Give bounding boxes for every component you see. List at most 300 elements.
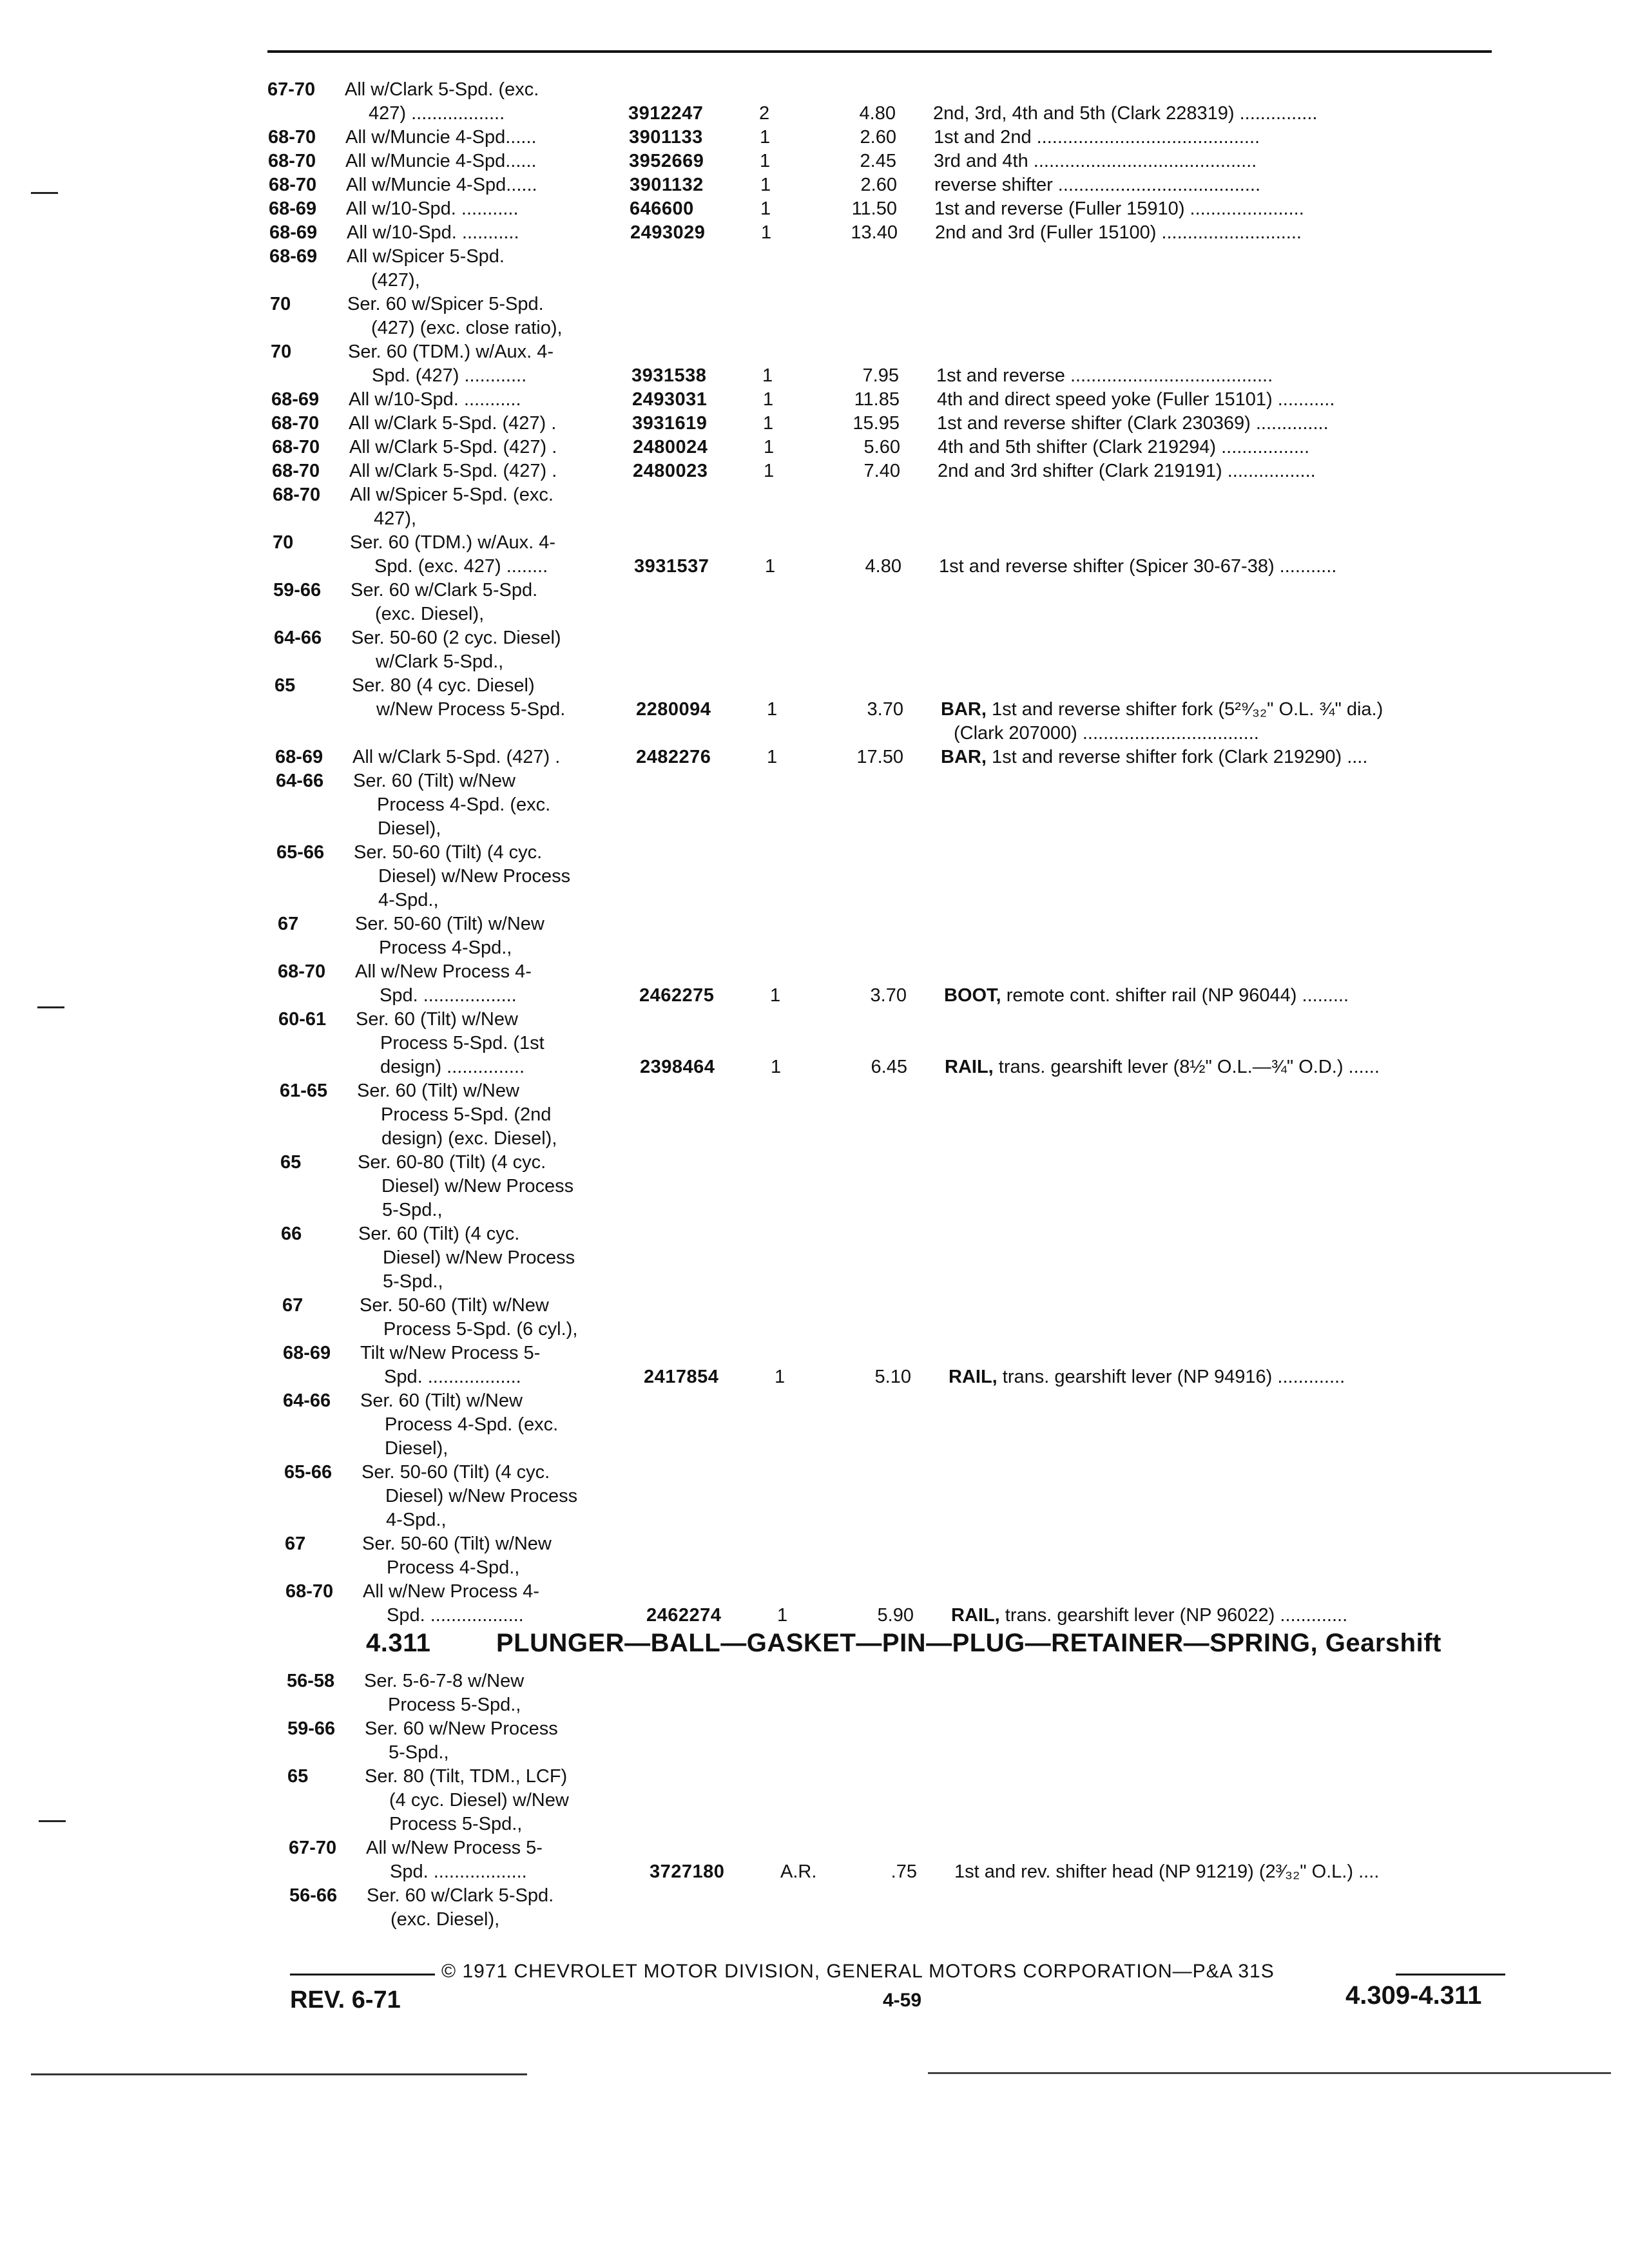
part-name: RAIL, [949, 1367, 998, 1387]
application-text: Ser. 50-60 (2 cyc. Diesel) [351, 628, 561, 648]
part-description [934, 125, 1260, 149]
price: 11.85 [854, 389, 900, 410]
model-years: 68-69 [283, 1343, 331, 1363]
application-text: Spd. (427) ............ [372, 365, 527, 386]
price: 3.70 [867, 699, 903, 720]
price: .75 [891, 1861, 917, 1882]
table-row [0, 840, 1629, 865]
application-text: Ser. 60 (Tilt) w/New [353, 771, 516, 791]
part-name: BAR, [941, 699, 987, 720]
table-row [0, 864, 1629, 889]
part-description [936, 363, 1273, 388]
application-text: All w/Spicer 5-Spd. [347, 246, 505, 267]
table-row [0, 1365, 1629, 1389]
application-text: Diesel), [385, 1438, 448, 1459]
table-row [0, 459, 1629, 483]
table-row [0, 411, 1629, 436]
application-text: (427) (exc. close ratio), [371, 318, 563, 338]
application-text: Ser. 60 (Tilt) (4 cyc. [358, 1224, 520, 1244]
part-description [935, 220, 1302, 245]
part-description [941, 745, 1367, 769]
application-text: All w/New Process 5- [366, 1838, 543, 1858]
table-row [0, 983, 1629, 1008]
application-text: Diesel) w/New Process [383, 1247, 575, 1268]
application-text: Ser. 50-60 (Tilt) w/New [362, 1533, 552, 1554]
table-row [0, 101, 1629, 126]
table-row [0, 340, 1629, 364]
application-text: (exc. Diesel), [390, 1909, 500, 1930]
model-years: 65 [287, 1766, 309, 1787]
application-text: 5-Spd., [382, 1200, 443, 1220]
quantity: 1 [775, 1367, 786, 1387]
table-row [0, 745, 1629, 769]
description-text: 1st and reverse (Fuller 15910) ...................... [934, 198, 1304, 219]
part-description [937, 387, 1335, 412]
table-row [0, 1102, 1629, 1127]
application-text: Process 5-Spd. (6 cyl.), [383, 1319, 578, 1340]
model-years: 70 [270, 294, 291, 314]
quantity: 1 [760, 151, 771, 171]
part-number: 3952669 [629, 151, 704, 171]
model-years: 68-69 [269, 198, 317, 219]
quantity: 1 [760, 198, 771, 219]
application-text: Spd. .................. [387, 1605, 524, 1626]
application-text: 5-Spd., [389, 1742, 449, 1763]
model-years: 68-70 [272, 437, 320, 457]
bottom-rule [928, 2072, 1611, 2074]
table-row [0, 1055, 1629, 1079]
part-number: 2493029 [630, 222, 706, 243]
model-years: 64-66 [283, 1390, 331, 1411]
table-row [0, 244, 1629, 269]
model-years: 68-70 [268, 151, 316, 171]
model-years: 68-70 [278, 961, 326, 982]
page-number: 4-59 [883, 1990, 922, 2011]
model-years: 65-66 [276, 842, 325, 863]
table-row [0, 483, 1629, 507]
part-description [944, 983, 1349, 1008]
table-row [0, 673, 1629, 698]
application-text: Process 4-Spd. (exc. [377, 794, 551, 815]
application-text: Ser. 60 (Tilt) w/New [356, 1009, 518, 1030]
table-row [0, 649, 1629, 674]
table-row [0, 1484, 1629, 1508]
part-number: 3901133 [629, 127, 703, 148]
part-number: 2417854 [644, 1367, 719, 1387]
table-row [0, 268, 1629, 293]
application-text: w/Clark 5-Spd., [376, 651, 504, 672]
table-row [0, 1740, 1629, 1765]
table-row [0, 959, 1629, 984]
application-text: Diesel) w/New Process [378, 866, 571, 887]
application-text: All w/10-Spd. ........... [349, 389, 521, 410]
section-number: 4.311 [366, 1629, 431, 1657]
bottom-rule [31, 2073, 527, 2075]
application-text: All w/Clark 5-Spd. (427) . [349, 413, 557, 434]
description-text: 1st and rev. shifter head (NP 91219) (2³⁄₃₂" O.L.) .... [954, 1861, 1380, 1882]
description-text: 2nd, 3rd, 4th and 5th (Clark 228319) ............... [933, 103, 1318, 124]
part-description [933, 101, 1317, 126]
application-text: Ser. 50-60 (Tilt) (4 cyc. [354, 842, 543, 863]
table-row [0, 316, 1629, 340]
quantity: 1 [771, 1057, 782, 1077]
part-description [954, 721, 1259, 745]
table-row [0, 1412, 1629, 1437]
application-text: Ser. 80 (Tilt, TDM., LCF) [365, 1766, 568, 1787]
table-row [0, 1883, 1629, 1908]
description-text: 1st and reverse shifter fork (Clark 219290) .... [991, 747, 1368, 767]
table-row [0, 912, 1629, 936]
application-text: Spd. (exc. 427) ........ [374, 556, 548, 577]
application-text: Diesel) w/New Process [381, 1176, 574, 1196]
table-row [0, 936, 1629, 960]
quantity: 2 [759, 103, 770, 124]
application-text: Spd. .................. [390, 1861, 527, 1882]
quantity: 1 [770, 985, 781, 1006]
application-text: Diesel) w/New Process [385, 1486, 578, 1506]
application-text: All w/Spicer 5-Spd. (exc. [350, 485, 554, 505]
model-years: 68-70 [269, 175, 317, 195]
application-text: Ser. 60 w/New Process [365, 1718, 558, 1739]
application-text: All w/10-Spd. ........... [346, 198, 519, 219]
application-text: 427), [374, 508, 417, 529]
model-years: 61-65 [280, 1081, 328, 1101]
description-text: reverse shifter ....................................... [934, 175, 1261, 195]
description-text: trans. gearshift lever (NP 96022) ............. [1005, 1605, 1348, 1626]
application-text: Ser. 60 (TDM.) w/Aux. 4- [348, 341, 554, 362]
price: 7.95 [862, 365, 899, 386]
table-row [0, 602, 1629, 626]
table-row [0, 1126, 1629, 1151]
application-text: All w/10-Spd. ........... [347, 222, 519, 243]
application-text: Spd. .................. [380, 985, 517, 1006]
table-row [0, 77, 1629, 102]
application-text: All w/Clark 5-Spd. (427) . [352, 747, 561, 767]
price: 5.10 [874, 1367, 911, 1387]
part-name: RAIL, [951, 1605, 1000, 1626]
application-text: Ser. 50-60 (Tilt) (4 cyc. [361, 1462, 550, 1483]
quantity: 1 [762, 365, 773, 386]
application-text: Spd. .................. [384, 1367, 521, 1387]
table-row [0, 506, 1629, 531]
description-text: remote cont. shifter rail (NP 96044) ......... [1006, 985, 1349, 1006]
application-text: All w/Clark 5-Spd. (exc. [345, 79, 539, 100]
application-text: w/New Process 5-Spd. [376, 699, 566, 720]
application-text: All w/New Process 4- [363, 1581, 539, 1602]
price: 4.80 [865, 556, 901, 577]
table-row [0, 1317, 1629, 1341]
model-years: 65 [275, 675, 296, 696]
part-number: 2480023 [633, 461, 708, 481]
part-description [934, 197, 1304, 221]
part-description [951, 1603, 1347, 1628]
model-years: 68-69 [269, 222, 318, 243]
part-number: 3912247 [628, 103, 704, 124]
table-row [0, 292, 1629, 316]
model-years: 68-70 [272, 461, 320, 481]
application-text: All w/Muncie 4-Spd...... [345, 127, 537, 148]
model-years: 68-70 [285, 1581, 334, 1602]
table-row [0, 1693, 1629, 1717]
part-number: 3931538 [631, 365, 707, 386]
copyright-line: © 1971 CHEVROLET MOTOR DIVISION, GENERAL MOTORS CORPORATION—P&A 31S [441, 1961, 1275, 1982]
model-years: 56-66 [289, 1885, 338, 1906]
model-years: 67-70 [267, 79, 316, 100]
description-text: trans. gearshift lever (NP 94916) ............. [1002, 1367, 1345, 1387]
price: 2.45 [860, 151, 896, 171]
price: 2.60 [860, 127, 896, 148]
quantity: 1 [763, 389, 774, 410]
part-number: 2493031 [632, 389, 708, 410]
description-text: 1st and reverse ....................................... [936, 365, 1273, 386]
part-description [934, 173, 1260, 197]
part-number: 3901132 [630, 175, 704, 195]
table-row [0, 1031, 1629, 1055]
price: 11.50 [851, 198, 897, 219]
table-row [0, 816, 1629, 841]
table-row [0, 220, 1629, 245]
part-number: 2482276 [636, 747, 711, 767]
price: 17.50 [856, 747, 903, 767]
part-description [945, 1055, 1380, 1079]
table-row [0, 1669, 1629, 1693]
table-row [0, 197, 1629, 221]
quantity: 1 [764, 461, 775, 481]
part-description [937, 411, 1329, 436]
quantity: 1 [760, 127, 771, 148]
application-text: All w/Clark 5-Spd. (427) . [349, 437, 557, 457]
price: 4.80 [859, 103, 896, 124]
application-text: Process 5-Spd. (2nd [381, 1104, 552, 1125]
quantity: 1 [763, 413, 774, 434]
table-row [0, 1460, 1629, 1485]
table-row [0, 1508, 1629, 1532]
part-name: BAR, [941, 747, 987, 767]
application-text: Ser. 60 (Tilt) w/New [360, 1390, 523, 1411]
part-description [941, 697, 1383, 722]
price: 6.45 [871, 1057, 907, 1077]
table-row [0, 1836, 1629, 1860]
table-row [0, 1532, 1629, 1556]
application-text: All w/Muncie 4-Spd...... [346, 175, 537, 195]
model-years: 64-66 [276, 771, 324, 791]
table-row [0, 1764, 1629, 1789]
part-number: 646600 [630, 198, 694, 219]
application-text: Tilt w/New Process 5- [360, 1343, 541, 1363]
application-text: Ser. 60 w/Spicer 5-Spd. [347, 294, 544, 314]
footer-rule [290, 1974, 435, 1975]
part-description [938, 435, 1309, 459]
part-name: RAIL, [945, 1057, 994, 1077]
part-description [938, 459, 1316, 483]
application-text: (427), [371, 270, 420, 291]
table-row [0, 578, 1629, 602]
application-text: Ser. 5-6-7-8 w/New [364, 1671, 525, 1691]
model-years: 67 [285, 1533, 306, 1554]
application-text: Process 5-Spd., [389, 1814, 523, 1834]
model-years: 59-66 [273, 580, 322, 601]
table-row [0, 1389, 1629, 1413]
application-text: Process 4-Spd. (exc. [385, 1414, 559, 1435]
application-text: All w/New Process 4- [355, 961, 532, 982]
table-row [0, 697, 1629, 722]
table-row [0, 1716, 1629, 1741]
price: 2.60 [860, 175, 897, 195]
application-text: (4 cyc. Diesel) w/New [389, 1790, 569, 1811]
price: 5.90 [877, 1605, 914, 1626]
application-text: All w/Muncie 4-Spd...... [345, 151, 537, 171]
part-number: 2398464 [640, 1057, 715, 1077]
part-number: 2462275 [639, 985, 715, 1006]
description-text: (Clark 207000) .................................. [954, 723, 1259, 744]
model-years: 64-66 [274, 628, 322, 648]
application-text: Process 5-Spd., [388, 1695, 521, 1715]
table-row [0, 626, 1629, 650]
table-row [0, 530, 1629, 555]
part-number: 3931537 [634, 556, 709, 577]
application-text: All w/Clark 5-Spd. (427) . [349, 461, 557, 481]
quantity: 1 [761, 222, 772, 243]
table-row [0, 1198, 1629, 1222]
model-years: 67 [282, 1295, 304, 1316]
model-years: 67-70 [289, 1838, 337, 1858]
model-years: 56-58 [287, 1671, 335, 1691]
model-years: 68-70 [268, 127, 316, 148]
price: 13.40 [851, 222, 898, 243]
table-row [0, 1579, 1629, 1604]
table-row [0, 1269, 1629, 1294]
application-text: Ser. 60-80 (Tilt) (4 cyc. [358, 1152, 546, 1173]
part-description [934, 149, 1257, 173]
model-years: 65 [280, 1152, 302, 1173]
model-years: 67 [278, 914, 299, 934]
table-row [0, 363, 1629, 388]
part-description [954, 1860, 1379, 1884]
description-text: 1st and 2nd ........................................... [934, 127, 1260, 148]
application-text: Ser. 60 w/Clark 5-Spd. [351, 580, 538, 601]
model-years: 68-70 [271, 413, 320, 434]
table-row [0, 769, 1629, 793]
quantity: 1 [760, 175, 771, 195]
application-text: Process 4-Spd., [379, 937, 512, 958]
application-text: Diesel), [378, 818, 441, 839]
description-text: 3rd and 4th ........................................... [934, 151, 1257, 171]
table-row [0, 1788, 1629, 1812]
description-text: 4th and direct speed yoke (Fuller 15101) ........... [937, 389, 1335, 410]
quantity: 1 [765, 556, 776, 577]
table-row [0, 1341, 1629, 1365]
part-name: BOOT, [944, 985, 1001, 1006]
application-text: design) (exc. Diesel), [381, 1128, 557, 1149]
application-text: 427) .................. [369, 103, 505, 124]
application-text: Ser. 80 (4 cyc. Diesel) [352, 675, 535, 696]
model-years: 59-66 [287, 1718, 336, 1739]
model-years: 70 [271, 341, 292, 362]
quantity: 1 [767, 747, 778, 767]
model-years: 70 [273, 532, 294, 553]
model-years: 68-70 [273, 485, 321, 505]
application-text: Ser. 50-60 (Tilt) w/New [360, 1295, 549, 1316]
table-row [0, 1222, 1629, 1246]
description-text: 1st and reverse shifter fork (5²⁹⁄₃₂" O.L. ¾" dia.) [991, 699, 1383, 720]
quantity: 1 [764, 437, 775, 457]
revision-label: REV. 6-71 [290, 1986, 401, 2013]
part-number: 2280094 [636, 699, 711, 720]
price: 3.70 [870, 985, 907, 1006]
table-row [0, 1436, 1629, 1461]
part-number: 2480024 [633, 437, 708, 457]
table-row [0, 1555, 1629, 1580]
table-row [0, 1245, 1629, 1270]
application-text: (exc. Diesel), [375, 604, 485, 624]
table-row [0, 149, 1629, 173]
description-text: 2nd and 3rd shifter (Clark 219191) ................. [938, 461, 1316, 481]
table-row [0, 1007, 1629, 1032]
description-text: 2nd and 3rd (Fuller 15100) ........................... [935, 222, 1302, 243]
table-row [0, 554, 1629, 579]
application-text: 4-Spd., [378, 890, 439, 910]
table-row [0, 1150, 1629, 1175]
table-row [0, 1603, 1629, 1628]
application-text: Ser. 60 (TDM.) w/Aux. 4- [350, 532, 556, 553]
top-rule [267, 50, 1492, 53]
application-text: 4-Spd., [386, 1510, 447, 1530]
quantity: A.R. [780, 1861, 817, 1882]
model-years: 68-69 [275, 747, 323, 767]
part-number: 3931619 [632, 413, 708, 434]
application-text: Ser. 60 (Tilt) w/New [357, 1081, 519, 1101]
model-years: 68-69 [271, 389, 320, 410]
model-years: 66 [281, 1224, 302, 1244]
application-text: design) ............... [380, 1057, 525, 1077]
quantity: 1 [777, 1605, 788, 1626]
table-row [0, 1860, 1629, 1884]
part-number: 2462274 [646, 1605, 722, 1626]
table-row [0, 387, 1629, 412]
table-row [0, 888, 1629, 912]
application-text: Ser. 60 w/Clark 5-Spd. [367, 1885, 554, 1906]
table-row [0, 721, 1629, 745]
table-row [0, 1907, 1629, 1932]
price: 15.95 [853, 413, 900, 434]
application-text: 5-Spd., [383, 1271, 443, 1292]
table-row [0, 125, 1629, 149]
footer-rule [1396, 1974, 1505, 1975]
description-text: 4th and 5th shifter (Clark 219294) ................. [938, 437, 1310, 457]
table-row [0, 1079, 1629, 1103]
price: 5.60 [863, 437, 900, 457]
table-row [0, 173, 1629, 197]
model-years: 68-69 [269, 246, 318, 267]
description-text: 1st and reverse shifter (Spicer 30-67-38) ........... [939, 556, 1337, 577]
table-row [0, 435, 1629, 459]
application-text: Process 5-Spd. (1st [380, 1033, 545, 1053]
part-description [949, 1365, 1345, 1389]
model-years: 60-61 [278, 1009, 327, 1030]
part-number: 3727180 [650, 1861, 725, 1882]
model-years: 65-66 [284, 1462, 333, 1483]
part-description [939, 554, 1336, 579]
table-row [0, 1293, 1629, 1318]
application-text: Process 4-Spd., [387, 1557, 520, 1578]
table-row [0, 1812, 1629, 1836]
section-range: 4.309-4.311 [1345, 1981, 1482, 2010]
price: 7.40 [863, 461, 900, 481]
quantity: 1 [767, 699, 778, 720]
description-text: 1st and reverse shifter (Clark 230369) .............. [937, 413, 1329, 434]
application-text: Ser. 50-60 (Tilt) w/New [355, 914, 545, 934]
table-row [0, 1174, 1629, 1198]
